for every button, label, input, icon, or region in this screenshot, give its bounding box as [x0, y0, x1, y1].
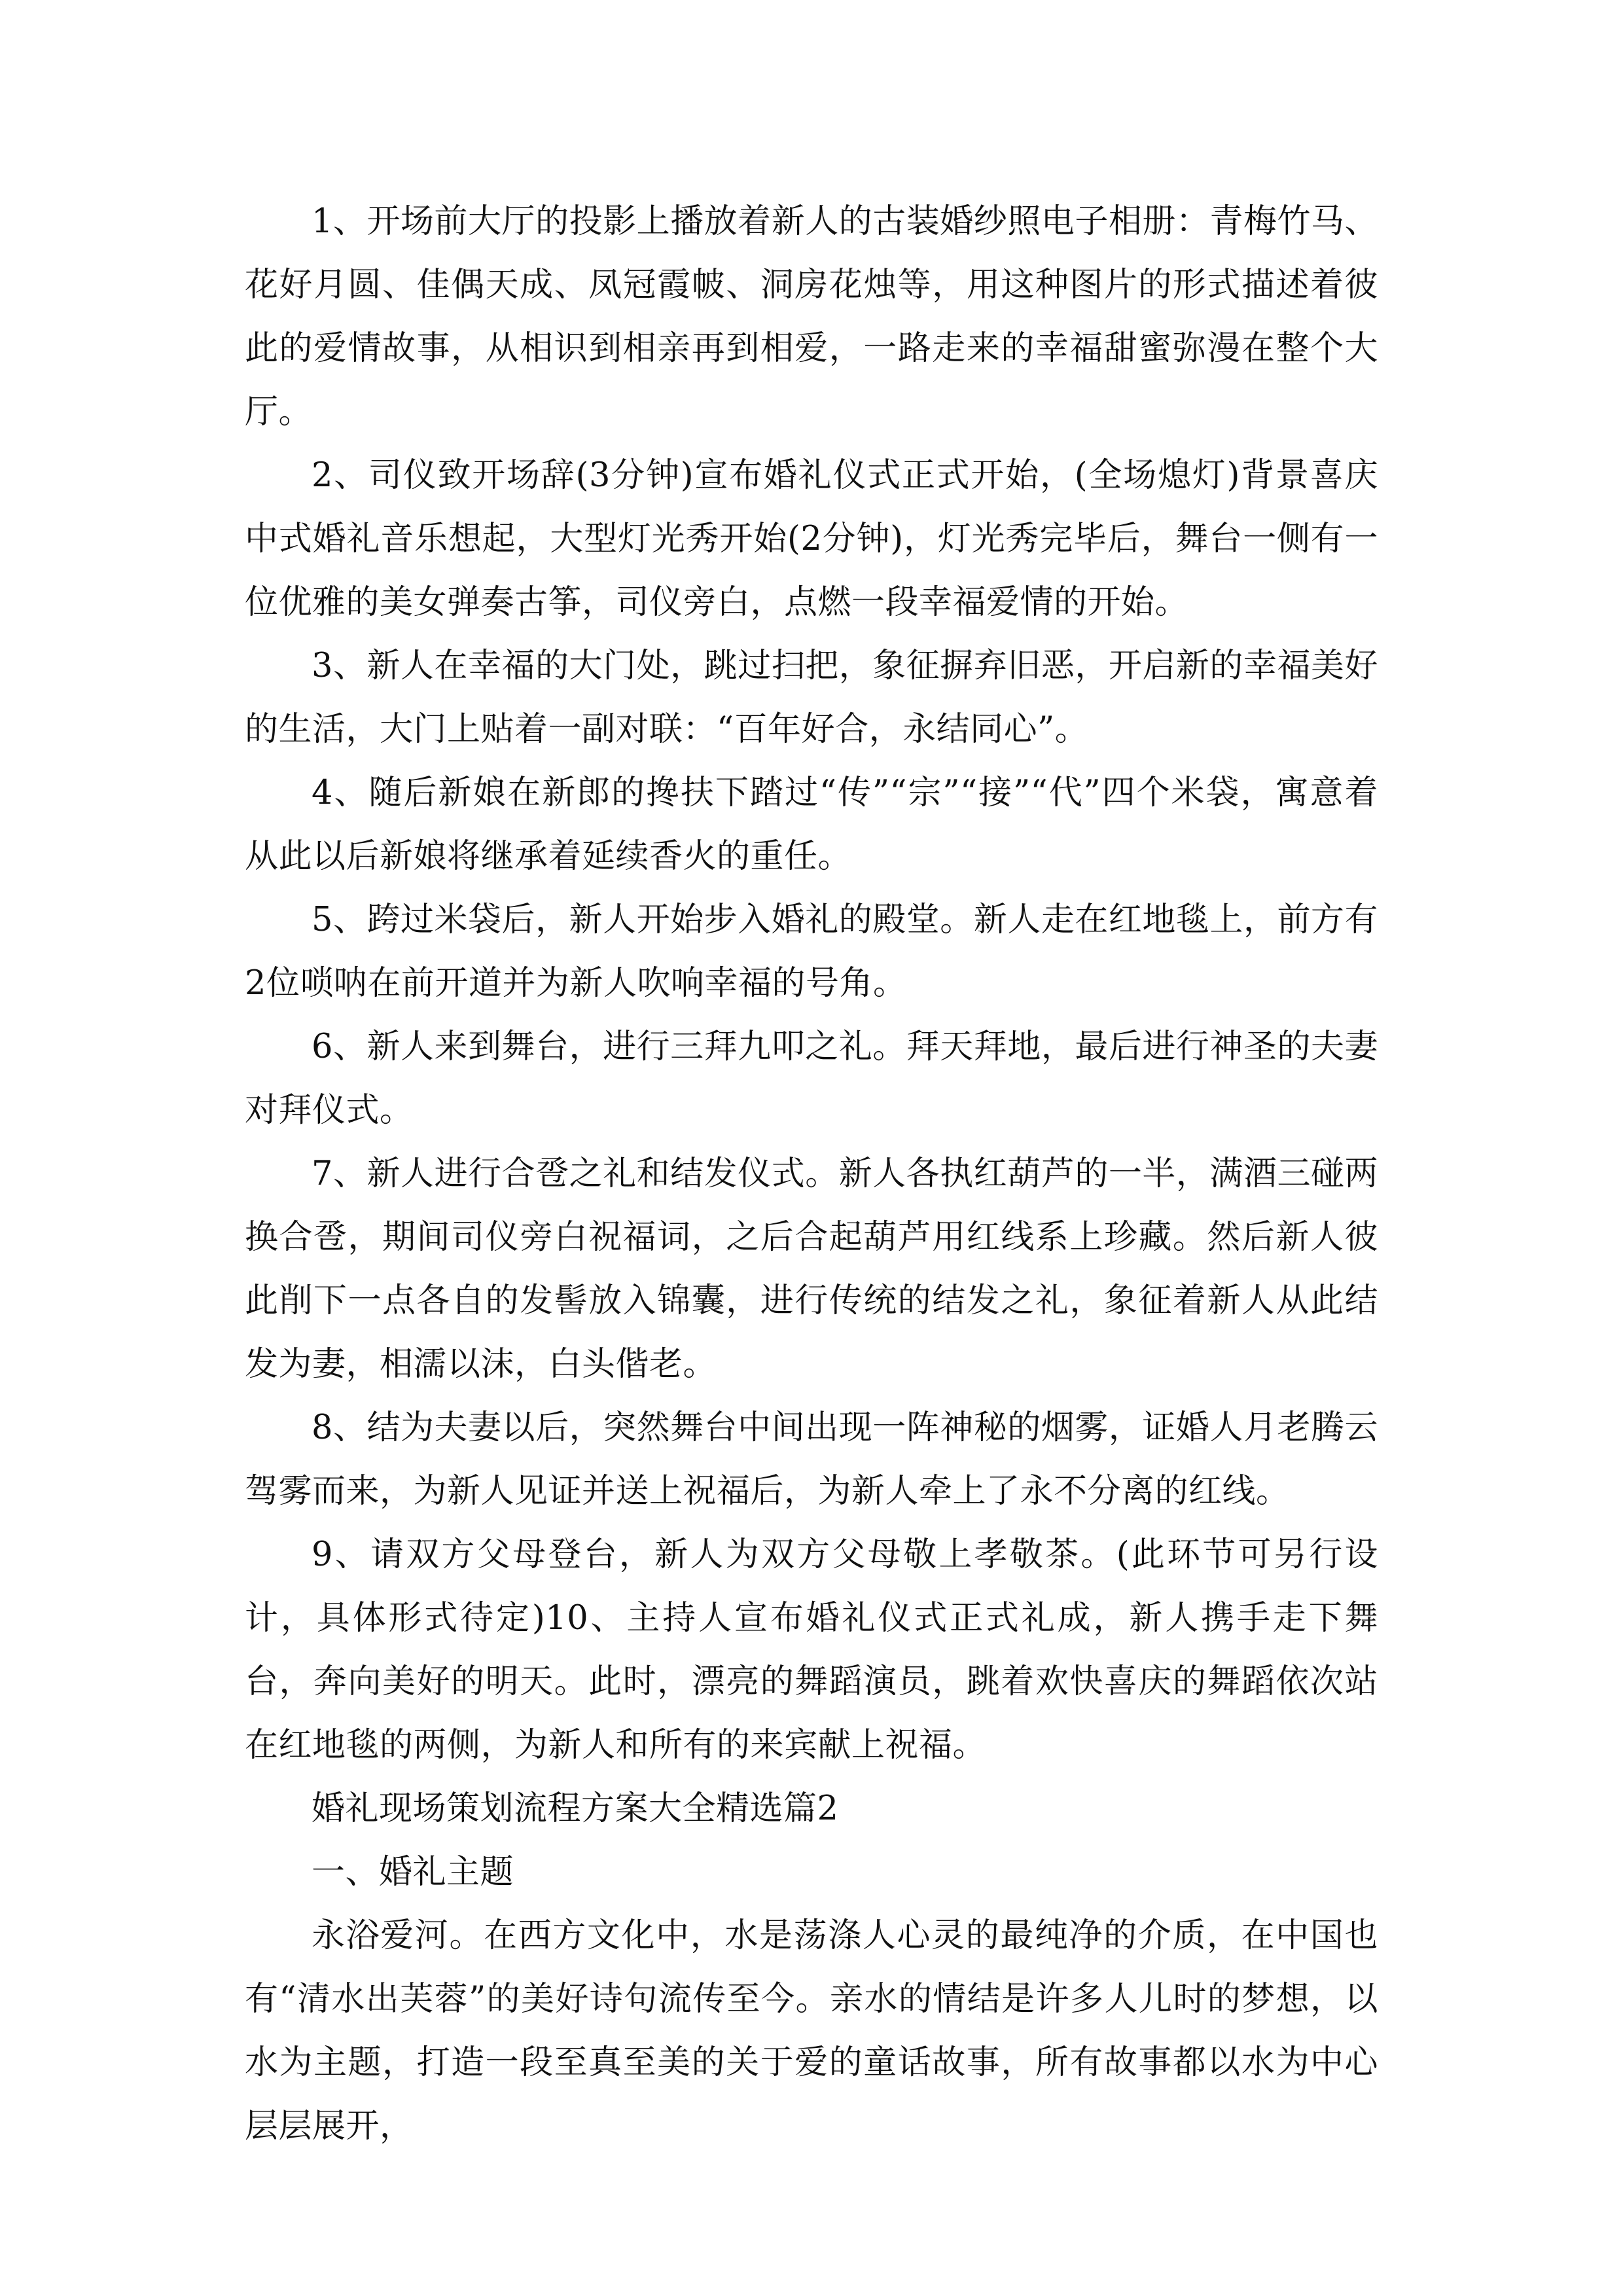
section-title: 婚礼现场策划流程方案大全精选篇2 — [312, 1789, 839, 1828]
document-page — [245, 190, 1378, 2158]
subsection-title: 一、婚礼主题 — [312, 1853, 514, 1892]
paragraph-host-opening: 2、司仪致开场辞(3分钟)宣布婚礼仪式正式开始，(全场熄灯)背景喜庆中式婚礼音乐想起，大型灯光秀开始(2分钟)，灯光秀完毕后，舞台一侧有一位优雅的美女弹奏古筝，司仪旁白，点燃一段幸福爱情的开始。 — [245, 456, 1378, 622]
paragraph-theme: 永浴爱河。在西方文化中，水是荡涤人心灵的最纯净的介质，在中国也有“清水出芙蓉”的美好诗句流传至今。亲水的情结是许多人儿时的梦想，以水为主题，打造一段至真至美的关于爱的童话故事，所有故事都以水为中心层层展开， — [245, 1916, 1378, 2145]
paragraph-red-carpet: 5、跨过米袋后，新人开始步入婚礼的殿堂。新人走在红地毯上，前方有2位唢呐在前开道并为新人吹响幸福的号角。 — [245, 901, 1378, 1003]
paragraph-hejin-ritual: 7、新人进行合卺之礼和结发仪式。新人各执红葫芦的一半，满酒三碰两换合卺，期间司仪旁白祝福词，之后合起葫芦用红线系上珍藏。然后新人彼此削下一点各自的发髻放入锦囊，进行传统的结发之礼，象征着新人从此结发为妻，相濡以沫，白头偕老。 — [245, 1155, 1378, 1384]
paragraph-parents-tea: 9、请双方父母登台，新人为双方父母敬上孝敬茶。(此环节可另行设计，具体形式待定)10、主持人宣布婚礼仪式正式礼成，新人携手走下舞台，奔向美好的明天。此时，漂亮的舞蹈演员，跳着欢快喜庆的舞蹈依次站在红地毯的两侧，为新人和所有的来宾献上祝福。 — [245, 1535, 1378, 1765]
paragraph-bowing-ceremony: 6、新人来到舞台，进行三拜九叩之礼。拜天拜地，最后进行神圣的夫妻对拜仪式。 — [245, 1028, 1378, 1130]
paragraph-gate-couplet: 3、新人在幸福的大门处，跳过扫把，象征摒弃旧恶，开启新的幸福美好的生活，大门上贴着一副对联：“百年好合，永结同心”。 — [245, 647, 1378, 749]
paragraph-matchmaker: 8、结为夫妻以后，突然舞台中间出现一阵神秘的烟雾，证婚人月老腾云驾雾而来，为新人见证并送上祝福后，为新人牵上了永不分离的红线。 — [245, 1408, 1378, 1511]
paragraph-opening-slideshow: 1、开场前大厅的投影上播放着新人的古装婚纱照电子相册：青梅竹马、花好月圆、佳偶天成、凤冠霞帔、洞房花烛等，用这种图片的形式描述着彼此的爱情故事，从相识到相亲再到相爱，一路走来的幸福甜蜜弥漫在整个大厅。 — [245, 202, 1378, 431]
paragraph-rice-bags: 4、随后新娘在新郎的搀扶下踏过“传”“宗”“接”“代”四个米袋，寓意着从此以后新娘将继承着延续香火的重任。 — [245, 774, 1378, 876]
